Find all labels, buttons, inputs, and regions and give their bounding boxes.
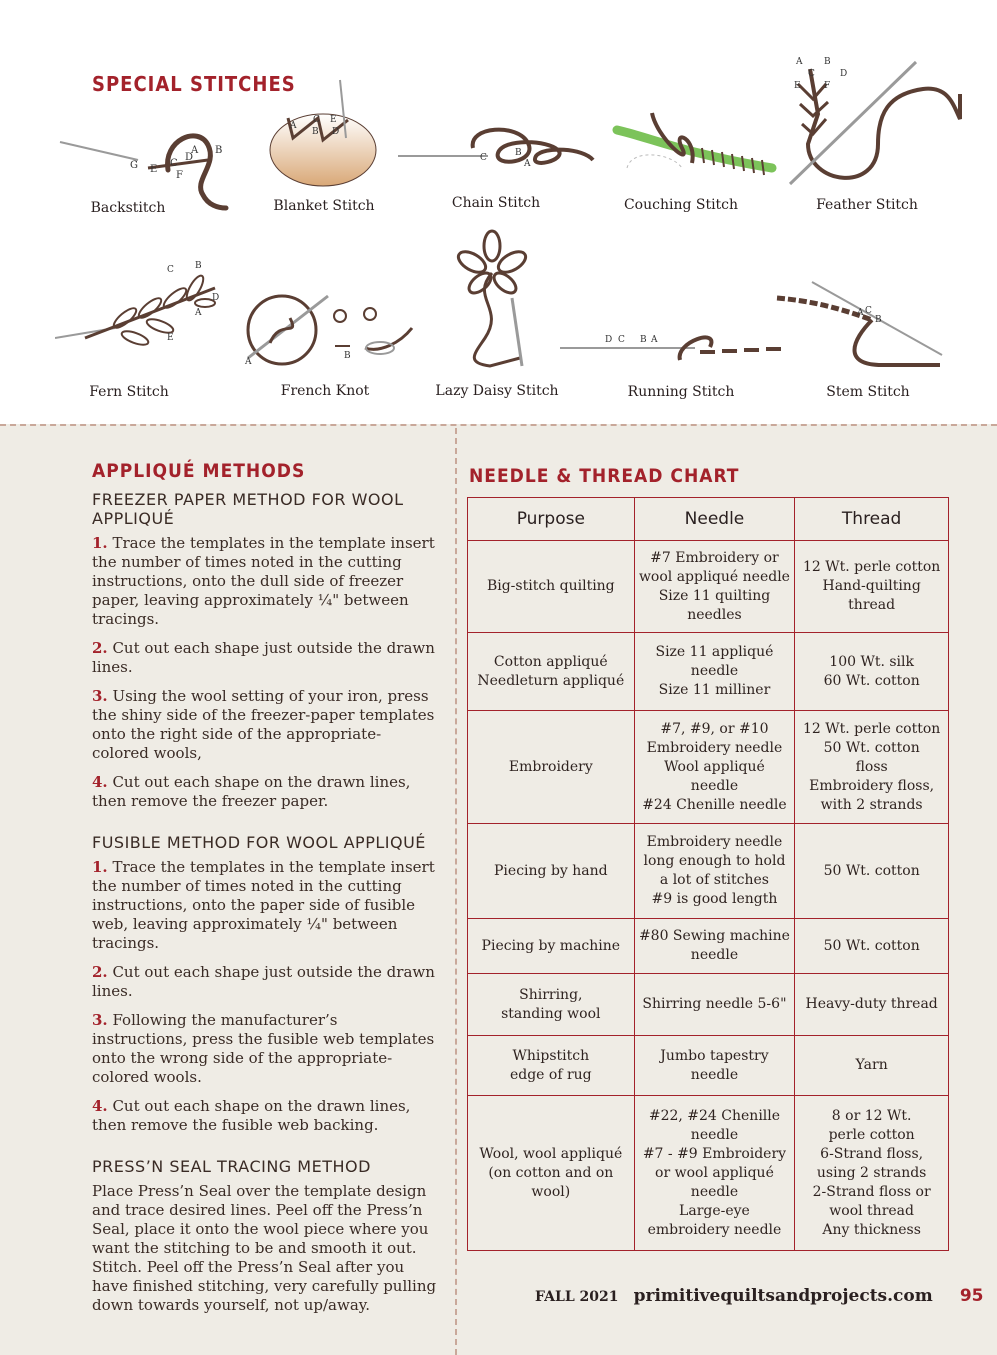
svg-text:A: A <box>857 308 864 318</box>
svg-text:E: E <box>167 333 174 343</box>
cell-line: 50 Wt. cotton <box>823 739 920 756</box>
cell-line: 8 or 12 Wt. <box>831 1107 912 1124</box>
table-row <box>468 1036 949 1096</box>
fern-stitch-label: Fern Stitch <box>89 384 169 400</box>
french-knot-label: French Knot <box>280 383 370 399</box>
cell-line: Any thickness <box>822 1221 921 1238</box>
svg-text:D: D <box>332 127 340 137</box>
running-stitch-illustration <box>560 322 795 367</box>
press-n-seal-text: Place Press’n Seal over the template design and trace desired lines. Peel off the Press’n Seal, place it onto the wool piece where you want the stitching to be and smooth it out. Stitch. Peel off the Press’n Seal after you have finished stitching, very carefully pulling down towards yourself, not up/away. <box>92 1182 437 1314</box>
svg-text:A: A <box>290 121 297 131</box>
press-n-seal-title: PRESS’N SEAL TRACING METHOD <box>92 1157 371 1176</box>
cell-needle <box>634 1036 795 1096</box>
issue-label: FALL 2021 <box>535 1289 619 1305</box>
cell-line: Embroidery needle <box>646 834 783 850</box>
page-footer <box>535 1286 984 1306</box>
cell-line: needle <box>690 1183 739 1200</box>
cell-line: thread <box>848 597 896 613</box>
cell-line: long enough to hold <box>643 853 786 869</box>
cell-line: perle cotton <box>828 1126 915 1143</box>
cell-line: #9 is good length <box>651 891 778 907</box>
cell-needle <box>634 541 795 633</box>
table-row <box>468 541 949 633</box>
cell-line: or wool appliqué <box>655 1164 774 1181</box>
cell-purpose <box>468 824 635 919</box>
svg-text:B: B <box>515 148 522 158</box>
cell-line: Embroidery <box>508 758 593 775</box>
svg-text:B: B <box>640 335 647 345</box>
svg-text:B: B <box>824 57 831 67</box>
lazy-daisy-stitch-label: Lazy Daisy Stitch <box>435 383 559 399</box>
cell-line: Jumbo tapestry <box>660 1047 769 1064</box>
svg-text:E: E <box>150 164 158 175</box>
svg-text:D: D <box>185 152 194 163</box>
cell-line: 50 Wt. cotton <box>823 862 920 879</box>
cell-thread <box>795 711 949 824</box>
cell-line: Size 11 milliner <box>658 682 771 698</box>
lazy-daisy-stitch-illustration <box>450 228 545 373</box>
cell-line: #80 Sewing machine <box>638 928 790 944</box>
cell-line: Big-stitch quilting <box>486 578 615 594</box>
cell-thread <box>795 541 949 633</box>
cell-line: Yarn <box>855 1057 888 1073</box>
cell-line: 12 Wt. perle cotton <box>802 720 941 737</box>
cell-line: needles <box>687 606 742 623</box>
cell-line: #7 - #9 Embroidery <box>642 1145 787 1162</box>
cell-line: wool thread <box>829 1202 914 1219</box>
table-row <box>468 824 949 919</box>
cell-needle <box>634 974 795 1036</box>
feather-stitch-label: Feather Stitch <box>816 197 918 213</box>
cell-thread <box>795 974 949 1036</box>
vertical-divider <box>455 428 457 1355</box>
table-row <box>468 633 949 711</box>
svg-text:F: F <box>176 170 183 181</box>
cell-line: (on cotton and on <box>488 1164 614 1181</box>
chart-header-row <box>468 498 949 541</box>
cell-thread <box>795 633 949 711</box>
svg-text:A: A <box>651 335 658 345</box>
table-row <box>468 974 949 1036</box>
cell-purpose <box>468 633 635 711</box>
needle-thread-chart <box>467 497 949 1251</box>
cell-line: 100 Wt. silk <box>829 653 914 670</box>
svg-text:F: F <box>824 81 831 91</box>
cell-line: Cotton appliqué <box>493 653 608 670</box>
cell-line: 50 Wt. cotton <box>823 937 920 954</box>
cell-line: Piecing by machine <box>481 937 621 954</box>
applique-methods-column <box>92 460 437 1315</box>
table-row <box>468 711 949 824</box>
cell-line: #22, #24 Chenille <box>648 1107 781 1124</box>
header-needle: Needle <box>634 498 795 541</box>
cell-line: Size 11 quilting <box>658 587 771 604</box>
running-stitch-label: Running Stitch <box>627 384 735 400</box>
cell-line: needle <box>690 663 739 679</box>
cell-needle <box>634 1096 795 1251</box>
cell-thread <box>795 919 949 974</box>
svg-text:B: B <box>344 351 351 361</box>
cell-line: Embroidery floss, <box>809 777 935 794</box>
svg-text:G: G <box>130 160 138 171</box>
svg-text:B: B <box>875 315 882 325</box>
cell-line: using 2 strands <box>816 1164 927 1181</box>
cell-line: Large-eye <box>679 1202 750 1219</box>
cell-line: Hand-quilting <box>822 578 921 594</box>
svg-text:A: A <box>796 57 803 67</box>
freezer-step-1: 1. Trace the templates in the template insert the number of times noted in the cutting instructions, onto the dull side of freezer paper, leaving approximately ¼" between tracings. <box>92 534 435 628</box>
cell-line: Needleturn appliqué <box>477 672 625 689</box>
fusible-step-1: 1. Trace the templates in the template insert the number of times noted in the cutting instructions, onto the paper side of fusible web, leaving approximately ¼" between tracings. <box>92 858 435 952</box>
svg-text:B: B <box>312 127 319 137</box>
table-row <box>468 1096 949 1251</box>
cell-line: 60 Wt. cotton <box>823 672 920 689</box>
cell-line: #7, #9, or #10 <box>660 720 769 737</box>
cell-line: Heavy-duty thread <box>805 996 938 1012</box>
svg-text:C: C <box>480 153 487 163</box>
svg-text:C: C <box>313 115 320 125</box>
cell-line: #7 Embroidery or <box>650 549 779 566</box>
cell-line: Embroidery needle <box>646 739 783 756</box>
cell-line: needle <box>690 1066 739 1083</box>
svg-text:C: C <box>865 306 872 316</box>
cell-line: embroidery needle <box>647 1221 782 1238</box>
website-link[interactable]: primitivequiltsandprojects.com <box>633 1286 933 1306</box>
svg-text:E: E <box>330 115 337 125</box>
cell-purpose <box>468 919 635 974</box>
cell-purpose <box>468 1096 635 1251</box>
chain-stitch-label: Chain Stitch <box>451 195 541 211</box>
svg-text:A: A <box>245 357 252 367</box>
horizontal-divider <box>0 424 997 426</box>
stem-stitch-illustration <box>772 280 947 375</box>
header-purpose: Purpose <box>468 498 635 541</box>
cell-line: edge of rug <box>509 1066 592 1083</box>
cell-line: 12 Wt. perle cotton <box>802 559 941 575</box>
freezer-paper-title: FREEZER PAPER METHOD FOR WOOL APPLIQUÉ <box>92 490 404 528</box>
backstitch-label: Backstitch <box>90 200 166 216</box>
cell-purpose <box>468 711 635 824</box>
cell-thread <box>795 1036 949 1096</box>
page-number: 95 <box>959 1286 984 1306</box>
cell-line: 6-Strand floss, <box>820 1145 924 1162</box>
freezer-step-2: 2. Cut out each shape just outside the drawn lines. <box>92 639 435 676</box>
fusible-step-2: 2. Cut out each shape just outside the drawn lines. <box>92 963 435 1000</box>
cell-line: Whipstitch <box>512 1047 590 1064</box>
cell-line: Wool appliqué <box>664 758 765 775</box>
svg-text:D: D <box>605 335 613 345</box>
cell-line: wool appliqué needle <box>638 568 790 585</box>
stem-stitch-label: Stem Stitch <box>826 384 910 400</box>
svg-text:C: C <box>170 158 178 169</box>
fusible-method-title: FUSIBLE METHOD FOR WOOL APPLIQUÉ <box>92 833 426 852</box>
svg-text:B: B <box>215 145 223 156</box>
svg-text:B: B <box>195 261 202 271</box>
svg-text:A: A <box>195 308 202 318</box>
fern-stitch-illustration <box>55 258 230 368</box>
cell-purpose <box>468 1036 635 1096</box>
cell-line: Wool, wool appliqué <box>479 1145 623 1162</box>
special-stitches-title: SPECIAL STITCHES <box>92 72 296 96</box>
svg-text:A: A <box>524 159 531 169</box>
cell-needle <box>634 633 795 711</box>
fusible-step-3: 3. Following the manufacturer’s instructions, press the fusible web templates onto the wrong side of the appropriate-colored wools. <box>92 1011 435 1086</box>
blanket-stitch-illustration <box>268 78 383 193</box>
svg-text:C: C <box>167 265 174 275</box>
svg-text:C: C <box>618 335 625 345</box>
svg-text:D: D <box>212 293 220 303</box>
freezer-step-3: 3. Using the wool setting of your iron, press the shiny side of the freezer-paper templates onto the right side of the appropriate-colored wools, <box>92 687 435 762</box>
svg-text:D: D <box>840 69 848 79</box>
cell-thread <box>795 824 949 919</box>
cell-thread <box>795 1096 949 1251</box>
table-row <box>468 919 949 974</box>
cell-line: Shirring, <box>519 986 583 1003</box>
cell-line: Size 11 appliqué <box>655 644 774 660</box>
cell-needle <box>634 711 795 824</box>
svg-text:C: C <box>808 69 815 79</box>
chain-stitch-illustration <box>398 118 598 188</box>
cell-line: wool) <box>531 1183 571 1200</box>
couching-stitch-label: Couching Stitch <box>623 197 739 213</box>
cell-needle <box>634 824 795 919</box>
cell-purpose <box>468 541 635 633</box>
fusible-step-4: 4. Cut out each shape on the drawn lines, then remove the fusible web backing. <box>92 1097 411 1134</box>
applique-methods-title: APPLIQUÉ METHODS <box>92 460 306 482</box>
needle-thread-chart-title: NEEDLE & THREAD CHART <box>469 465 740 487</box>
cell-line: 2-Strand floss or <box>812 1183 931 1200</box>
svg-text:E: E <box>794 81 801 91</box>
cell-line: needle <box>690 1126 739 1143</box>
cell-line: Piecing by hand <box>494 862 608 879</box>
cell-line: with 2 strands <box>820 796 923 813</box>
cell-line: floss <box>855 758 888 775</box>
cell-line: a lot of stitches <box>659 872 769 888</box>
feather-stitch-illustration <box>788 54 968 189</box>
cell-line: standing wool <box>501 1005 601 1022</box>
blanket-stitch-label: Blanket Stitch <box>273 198 375 214</box>
svg-text:A: A <box>191 145 199 156</box>
cell-line: Shirring needle 5-6" <box>642 996 787 1012</box>
freezer-step-4: 4. Cut out each shape on the drawn lines, then remove the freezer paper. <box>92 773 411 810</box>
cell-needle <box>634 919 795 974</box>
french-knot-illustration <box>240 288 415 368</box>
header-thread: Thread <box>795 498 949 541</box>
cell-line: #24 Chenille needle <box>642 796 787 813</box>
cell-line: needle <box>690 947 739 963</box>
couching-stitch-illustration <box>612 108 777 193</box>
cell-purpose <box>468 974 635 1036</box>
cell-line: needle <box>690 777 739 794</box>
